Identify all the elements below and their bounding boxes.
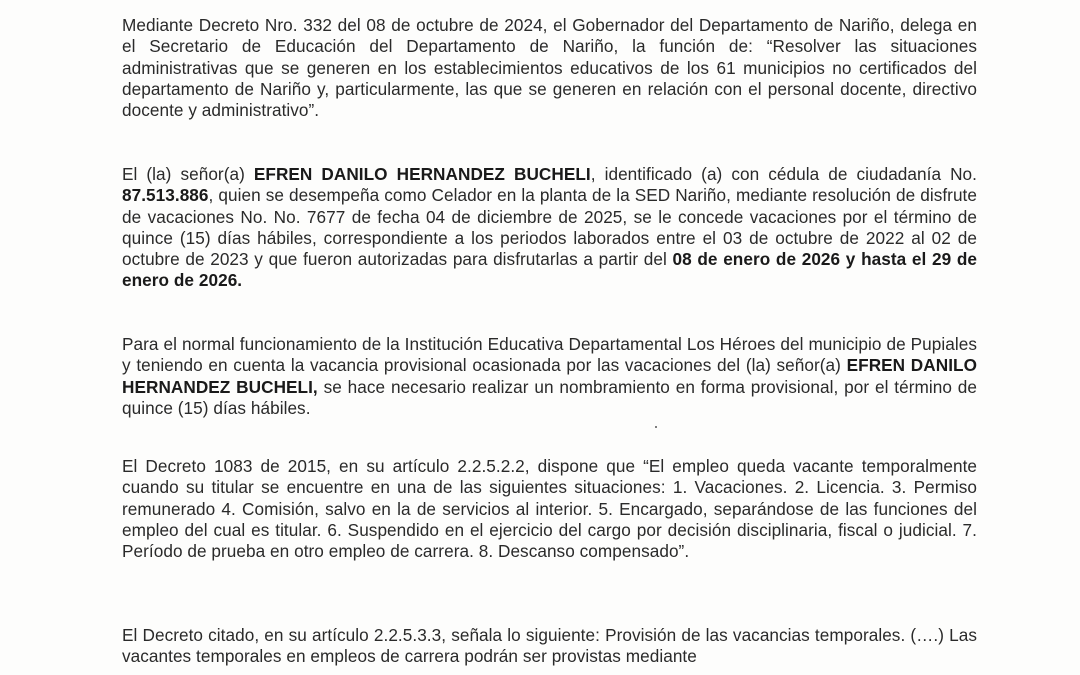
paragraph-vacation-resolution xyxy=(122,164,977,292)
paragraph-text: El Decreto 1083 de 2015, en su artículo 2.2.5.2.2, dispone que “El empleo queda vacante temporalmente cuando su titular se encuentre en una de las siguientes situaciones: 1. Vacaciones. 2. Licencia. 3. Permiso remunerado 4. Comisión, salvo en la de servicios al interior. 5. Encargado, separándose de las funciones del empleo del cual es titular. 6. Suspendido en el ejercicio del cargo por decisión disciplinaria, fiscal o judicial. 7. Período de prueba en otro empleo de carrera. 8. Descanso compensado”. xyxy=(122,456,977,562)
paragraph-decree-1083 xyxy=(122,456,977,562)
id-number: 87.513.886 xyxy=(122,185,209,206)
paragraph-decree-article-provision xyxy=(122,625,977,668)
employee-name: EFREN DANILO HERNANDEZ BUCHELI xyxy=(253,164,591,184)
text-segment: El (la) señor(a) xyxy=(122,164,254,184)
text-segment: Para el normal funcionamiento de la Institución Educativa Departamental Los Héroes del municipio de Pupiales y teniendo en cuenta la vacancia provisional ocasionada por las vacaciones del (la) señor(a) xyxy=(122,334,977,376)
paragraph-provisional-appointment xyxy=(122,334,977,419)
paragraph-text: El Decreto citado, en su artículo 2.2.5.3.3, señala lo siguiente: Provisión de las vacancias temporales. (….) Las vacantes temporales en empleos de carrera podrán ser provistas mediante xyxy=(122,625,977,667)
text-segment: se hace necesario realizar un nombramiento en forma provisional, por el término de quince (15) días hábiles. xyxy=(122,376,977,418)
paragraph-decree-delegation xyxy=(122,15,977,121)
text-segment: , quien se desempeña como Celador en la planta de la SED Nariño, mediante resolución de disfrute de vacaciones No. No. 7677 de fecha 04 de diciembre de 2025, se le concede vacaciones por el término de quince (15) días hábiles, correspondiente a los periodos laborados entre el 03 de octubre de 2022 al 02 de octubre de 2023 y que fueron autorizadas para disfrutarlas a partir del xyxy=(122,185,977,270)
paragraph-text: Mediante Decreto Nro. 332 del 08 de octubre de 2024, el Gobernador del Departamento de Nariño, delega en el Secretario de Educación del Departamento de Nariño, la función de: “Resolver las situaciones administrativas que se generen en los establecimientos educativos de los 61 municipios no certificados del departamento de Nariño y, particularmente, las que se generen en relación con el personal docente, directivo docente y administrativo”. xyxy=(122,15,977,121)
scan-speck xyxy=(655,426,657,428)
text-segment: , identificado (a) con cédula de ciudadanía No. xyxy=(590,164,977,184)
vacation-dates: 08 de enero de 2026 y hasta el 29 de enero de 2026. xyxy=(122,249,977,291)
employee-name: EFREN DANILO HERNANDEZ BUCHELI, xyxy=(122,355,977,397)
